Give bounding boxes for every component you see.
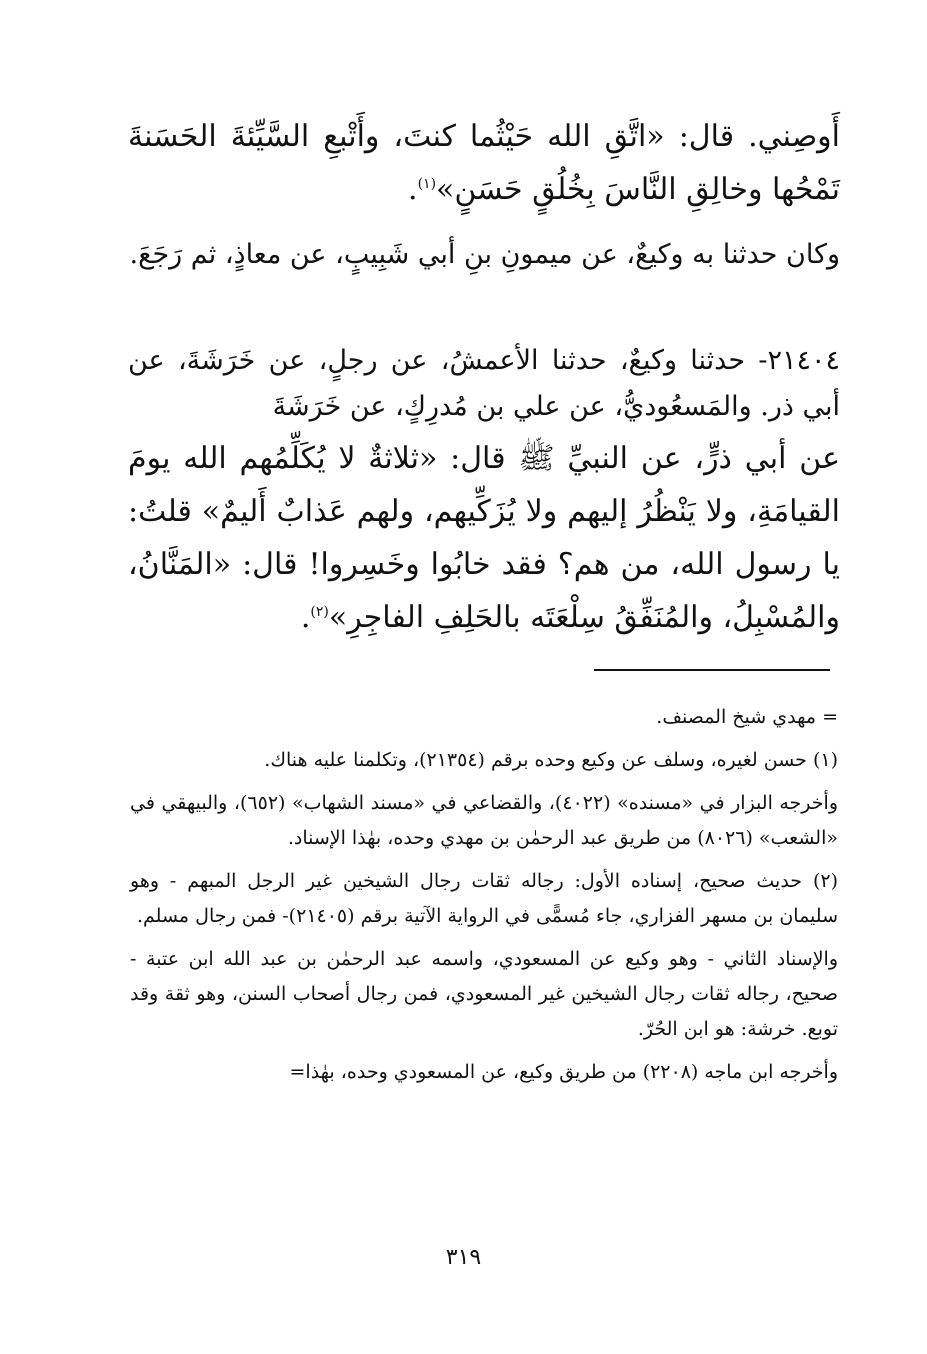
footnote-line: وأخرجه البزار في «مسنده» (٤٠٢٢)، والقضاعي في «مسند الشهاب» (٦٥٢)، والبيهقي في «الشعب» (٨٠٢٦) من طريق عبد الرحمٰن بن مهدي وحده، بهٰذا الإسناد.: [130, 792, 838, 849]
footnote-line: (٢) حديث صحيح، إسناده الأول: رجاله ثقات رجال الشيخين غير الرجل المبهم - وهو سليمان بن مسهر الفزاري، جاء مُسمًّى في الرواية الآتية برقم (٢١٤٠٥)- فمن رجال مسلم.: [130, 870, 838, 927]
footnote-line: = مهدي شيخ المصنف.: [656, 706, 838, 728]
footnote-line: وأخرجه ابن ماجه (٢٢٠٨) من طريق وكيع، عن المسعودي وحده، بهٰذا=: [289, 1061, 838, 1083]
hadith-matn: [128, 432, 840, 644]
paragraph-end: .: [408, 172, 418, 207]
paragraph-end: .: [300, 600, 311, 635]
paragraph-text: أَوصِني. قال: «اتَّقِ الله حَيْثُما كنتَ، وأَتْبعِ السَّيِّئةَ الحَسَنةَ تَمْحُها وخالِقِ النَّاسَ بِخُلُقٍ حَسَنٍ»: [128, 119, 840, 207]
hadith-isnad: [128, 338, 840, 430]
paragraph: [128, 110, 840, 216]
paragraph: ٢١٤٠٤- حدثنا وكيعٌ، حدثنا الأعمشُ، عن رجلٍ، عن خَرَشَةَ، عن أبي ذر. والمَسعُوديُّ، عن علي بن مُدرِكٍ، عن خَرَشَةَ: [128, 345, 840, 422]
paragraph: وكان حدثنا به وكيعٌ، عن ميمونِ بنِ أبي شَبِيبٍ، عن معاذٍ، ثم رَجَعَ.: [129, 239, 840, 270]
hadith-text-continuation: [128, 110, 840, 216]
paragraph-text: عن أبي ذرٍّ، عن النبيِّ ﷺ قال: «ثلاثةٌ لا يُكَلِّمُهم الله يومَ القيامَةِ، ولا يَنْظُرُ إليهم ولا يُزَكِّيهم، ولهم عَذابٌ أَليمٌ» قلتُ: يا رسول الله، من هم؟ فقد خابُوا وخَسِروا! قال: «المَنَّانُ، والمُسْبِلُ، والمُنَفِّقُ سِلْعَتَه بالحَلِفِ الفاجِرِ»: [128, 441, 840, 635]
narration-note: [128, 232, 840, 278]
paragraph: [128, 432, 840, 644]
footnote-line: (١) حسن لغيره، وسلف عن وكيع وحده برقم (٢١٣٥٤)، وتكلمنا عليه هناك.: [264, 749, 838, 771]
footnote-separator: [594, 669, 830, 671]
footnote-reference: (٢): [310, 604, 329, 620]
footnote-reference: (١): [417, 176, 437, 192]
page-number: ٣١٩: [445, 1245, 482, 1270]
footnote-line: والإسناد الثاني - وهو وكيع عن المسعودي، واسمه عبد الرحمٰن بن عبد الله ابن عتبة - صحيح، رجاله ثقات رجال الشيخين غير المسعودي، فمن رجال أصحاب السنن، وهو ثقة وقد توبع. خرشة: هو ابن الحُرّ.: [130, 948, 838, 1040]
footnotes: [130, 700, 838, 1098]
